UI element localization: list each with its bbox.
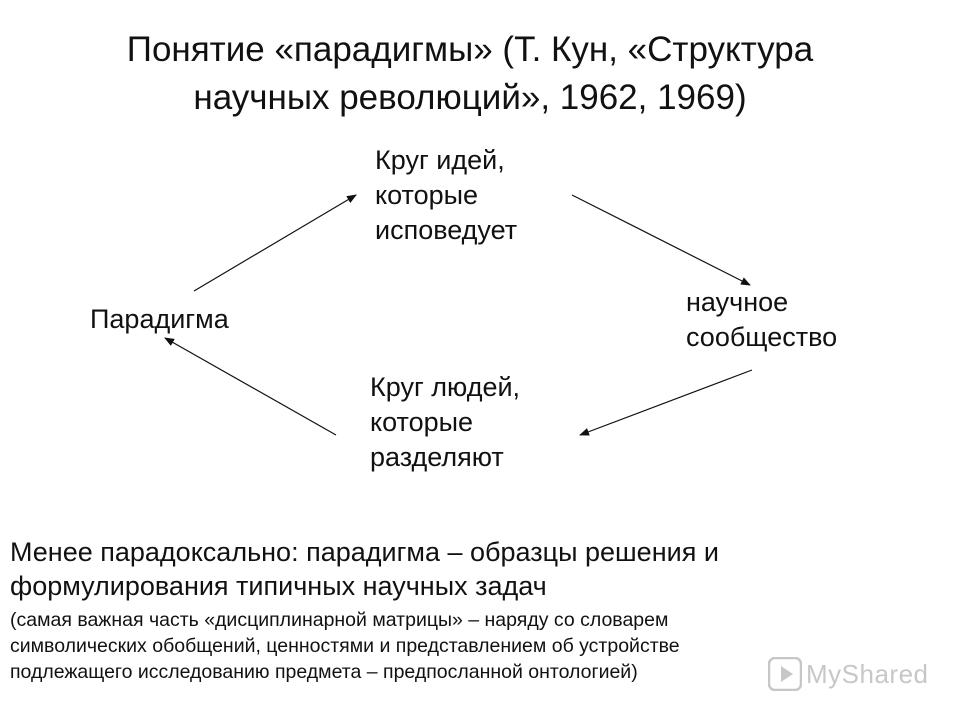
definition-main-line-2: формулирования типичных научных задач xyxy=(10,571,547,601)
definition-note-line-2: символических обобщений, ценностями и представлением об устройстве xyxy=(10,635,680,657)
watermark xyxy=(768,657,929,691)
node-people-line-2: которые xyxy=(370,407,474,437)
arrow-ideas-to-community xyxy=(572,195,750,285)
definition-main-line-1: Менее парадоксально: парадигма – образцы решения и xyxy=(10,537,719,567)
definition-main xyxy=(10,535,930,603)
node-ideas-line-3: исповедует xyxy=(375,215,518,245)
node-circle-of-people xyxy=(370,370,520,475)
slide-title xyxy=(0,26,940,122)
node-people-line-3: разделяют xyxy=(370,442,504,472)
arrow-paradigm-to-ideas xyxy=(194,195,356,291)
definition-note-line-3: подлежащего исследованию предмета – предпосланной онтологией) xyxy=(10,661,638,683)
watermark-text: MyShared xyxy=(806,658,929,689)
node-community-line-2: сообщество xyxy=(686,322,838,352)
node-paradigm-label: Парадигма xyxy=(90,304,229,334)
arrow-people-to-paradigm xyxy=(165,338,336,435)
play-logo-icon xyxy=(768,657,802,691)
node-community-line-1: научное xyxy=(686,287,789,317)
node-paradigm xyxy=(90,302,229,337)
slide-title-line-2: научных революций», 1962, 1969) xyxy=(193,78,747,117)
node-ideas-line-1: Круг идей, xyxy=(375,145,505,175)
definition-note-line-1: (самая важная часть «дисциплинарной матрицы» – наряду со словарем xyxy=(10,609,669,631)
arrow-community-to-people xyxy=(580,370,752,435)
node-people-line-1: Круг людей, xyxy=(370,372,521,402)
node-ideas-line-2: которые xyxy=(375,180,479,210)
node-scientific-community xyxy=(686,285,837,355)
node-circle-of-ideas xyxy=(375,143,517,248)
slide-title-line-1: Понятие «парадигмы» (Т. Кун, «Структура xyxy=(126,30,814,69)
